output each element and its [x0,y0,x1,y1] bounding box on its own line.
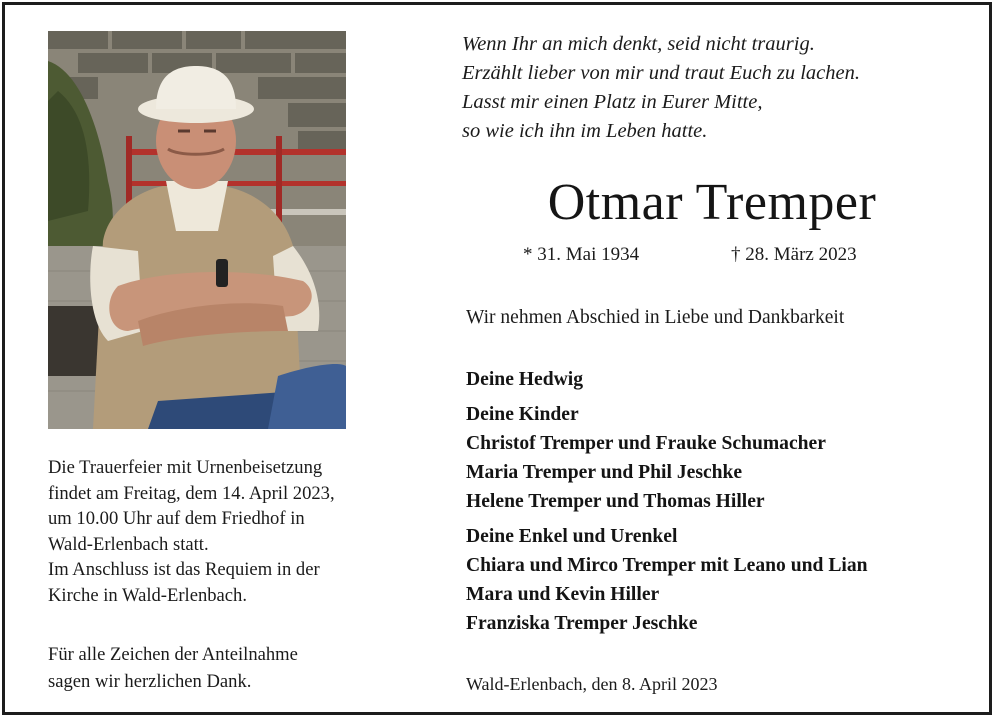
grandchild-entry: Chiara und Mirco Tremper mit Leano und Lian [466,555,868,576]
poem-line: Lasst mir einen Platz in Eurer Mitte, [462,91,763,113]
thanks-line: Für alle Zeichen der Anteilnahme [48,644,298,665]
death-date: † 28. März 2023 [731,244,857,265]
service-line: Wald-Erlenbach statt. [48,533,209,555]
birth-date: * 31. Mai 1934 [523,244,640,265]
grandchild-entry: Mara und Kevin Hiller [466,584,660,605]
family-list [466,365,868,644]
poem-line: so wie ich ihn im Leben hatte. [462,120,708,142]
child-entry: Helene Tremper und Thomas Hiller [466,491,765,512]
service-line: findet am Freitag, dem 14. April 2023, [48,482,335,504]
thanks-notice [48,641,403,695]
service-line: Die Trauerfeier mit Urnenbeisetzung [48,457,323,478]
portrait-photo [48,31,346,429]
deceased-name: Otmar Tremper [547,174,877,231]
children-heading: Deine Kinder [466,404,579,425]
poem-line: Wenn Ihr an mich denkt, seid nicht traurig. [462,33,815,55]
poem [462,30,962,146]
spouse-group [466,365,868,394]
poem-line: Erzählt lieber von mir und traut Euch zu lachen. [462,62,860,84]
place-date: Wald-Erlenbach, den 8. April 2023 [466,674,718,694]
service-line: um 10.00 Uhr auf dem Friedhof in [48,508,305,530]
portrait-photo-image [48,31,346,429]
requiem-line: Kirche in Wald-Erlenbach. [48,584,247,606]
spouse-name: Deine Hedwig [466,369,584,390]
farewell-line: Wir nehmen Abschied in Liebe und Dankbarkeit [466,307,845,328]
grandchildren-group [466,522,868,638]
child-entry: Christof Tremper und Frauke Schumacher [466,433,826,454]
service-notice [48,455,403,609]
grandchild-entry: Franziska Tremper Jeschke [466,613,698,634]
children-group [466,400,868,516]
thanks-line: sagen wir herzlichen Dank. [48,671,252,692]
grandchildren-heading: Deine Enkel und Urenkel [466,526,678,547]
requiem-line: Im Anschluss ist das Requiem in der [48,559,320,581]
child-entry: Maria Tremper und Phil Jeschke [466,462,743,483]
